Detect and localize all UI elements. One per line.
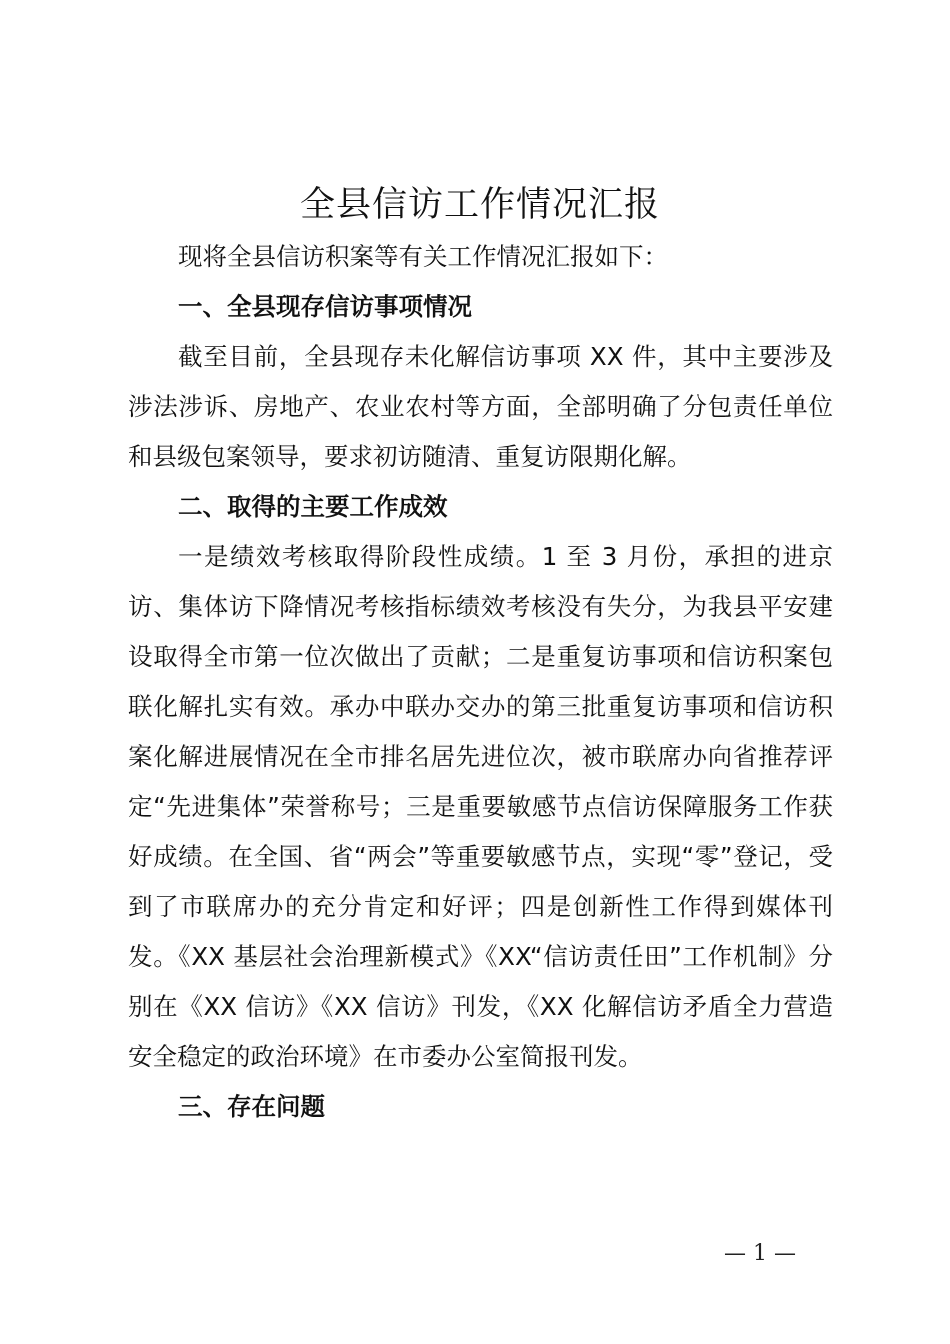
page-number: — 1 — <box>724 1241 796 1266</box>
document-body <box>128 232 833 1132</box>
intro-paragraph: 现将全县信访积案等有关工作情况汇报如下： <box>178 242 668 271</box>
section-heading-2: 二、取得的主要工作成效 <box>178 492 448 521</box>
section-heading-3: 三、存在问题 <box>178 1092 325 1121</box>
section-heading-1: 一、全县现存信访事项情况 <box>178 292 472 321</box>
section-paragraph-2: 一是绩效考核取得阶段性成绩。1 至 3 月份，承担的进京访、集体访下降情况考核指标绩效考核没有失分，为我县平安建设取得全市第一位次做出了贡献；二是重复访事项和信访积案包联化解扎实有效。承办中联办交办的第三批重复访事项和信访积案化解进展情况在全市排名居先进位次，被市联席办向省推荐评定“先进集体”荣誉称号；三是重要敏感节点信访保障服务工作获好成绩。在全国、省“两会”等重要敏感节点，实现“零”登记，受到了市联席办的充分肯定和好评；四是创新性工作得到媒体刊发。《XX 基层社会治理新模式》《XX“信访责任田”工作机制》分别在《XX 信访》《XX 信访》刊发，《XX 化解信访矛盾全力营造安全稳定的政治环境》在市委办公室简报刊发。 <box>128 542 833 1071</box>
section-paragraph-1: 截至目前，全县现存未化解信访事项 XX 件，其中主要涉及涉法涉诉、房地产、农业农村等方面，全部明确了分包责任单位和县级包案领导，要求初访随清、重复访限期化解。 <box>128 342 833 471</box>
document-title: 全县信访工作情况汇报 <box>299 185 660 225</box>
